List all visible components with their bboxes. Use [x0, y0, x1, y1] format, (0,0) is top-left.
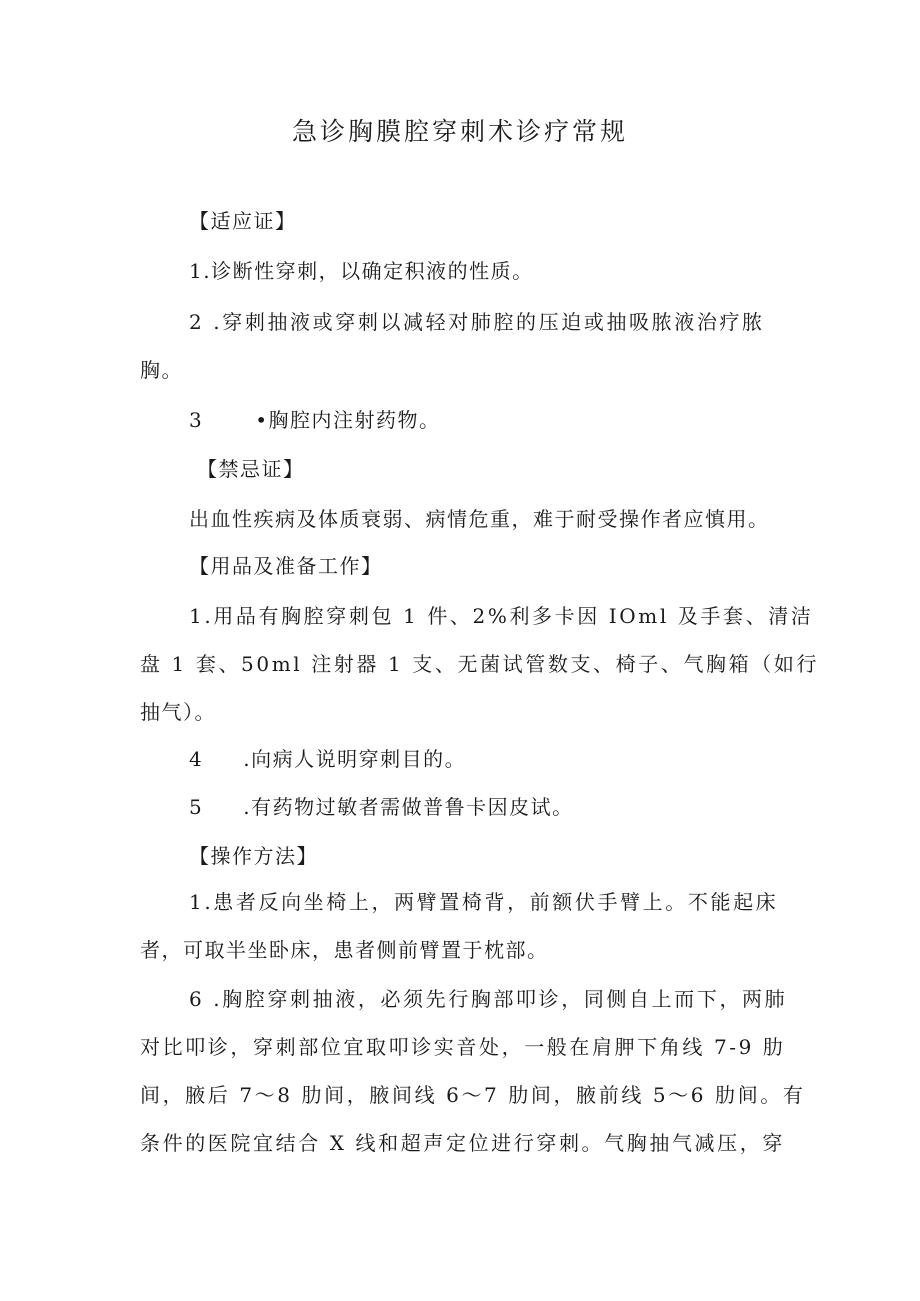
indication-item-3 [189, 410, 441, 430]
indication-item-1: 1.诊断性穿刺，以确定积液的性质。 [189, 259, 534, 283]
indication-item-3-text: •胸腔内注射药物。 [255, 408, 441, 432]
procedure-item-6-line-3: 间，腋后 7～8 肋间，腋间线 6～7 肋间，腋前线 5～6 肋间。有 [140, 1083, 806, 1107]
procedure-item-6-line-1: 6 .胸腔穿刺抽液，必须先行胸部叩诊，同侧自上而下，两肺 [189, 987, 788, 1011]
section-heading-procedure: 【操作方法】 [189, 844, 318, 868]
contraindication-text: 出血性疾病及体质衰弱、病情危重，难于耐受操作者应慎用。 [189, 507, 770, 531]
section-heading-indications: 【适应证】 [189, 209, 297, 233]
preparation-item-4 [189, 749, 466, 769]
procedure-item-1-line-2: 者，可取半坐卧床，患者侧前臂置于枕部。 [140, 938, 549, 962]
preparation-item-5-text: .有药物过敏者需做普鲁卡因皮试。 [243, 795, 574, 819]
preparation-item-4-number: 4 [189, 747, 204, 771]
section-heading-preparation: 【用品及准备工作】 [189, 554, 383, 578]
indication-item-3-number: 3 [189, 408, 204, 432]
indication-item-2-line-2: 胸。 [140, 358, 183, 382]
preparation-item-5-number: 5 [189, 795, 204, 819]
procedure-item-6-line-4: 条件的医院宜结合 X 线和超声定位进行穿刺。气胸抽气减压，穿 [140, 1131, 785, 1155]
procedure-item-1-line-1: 1.患者反向坐椅上，两臂置椅背，前额伏手臂上。不能起床 [189, 890, 779, 914]
indication-item-2-line-1: 2 .穿刺抽液或穿刺以减轻对肺腔的压迫或抽吸脓液治疗脓 [189, 310, 765, 334]
preparation-item-5 [189, 797, 574, 817]
section-heading-contraindications: 【禁忌证】 [197, 457, 305, 481]
preparation-item-1-line-3: 抽气）。 [140, 700, 216, 724]
procedure-item-6-line-2: 对比叩诊，穿刺部位宜取叩诊实音处，一般在肩胛下角线 7-9 肋 [140, 1035, 786, 1059]
preparation-item-1-line-2: 盘 1 套、50ml 注射器 1 支、无菌试管数支、椅子、气胸箱（如行 [140, 652, 820, 676]
document-title: 急诊胸膜腔穿刺术诊疗常规 [291, 117, 628, 146]
preparation-item-4-text: .向病人说明穿刺目的。 [243, 747, 467, 771]
preparation-item-1-line-1: 1.用品有胸腔穿刺包 1 件、2%利多卡因 IOml 及手套、清洁 [189, 604, 814, 628]
